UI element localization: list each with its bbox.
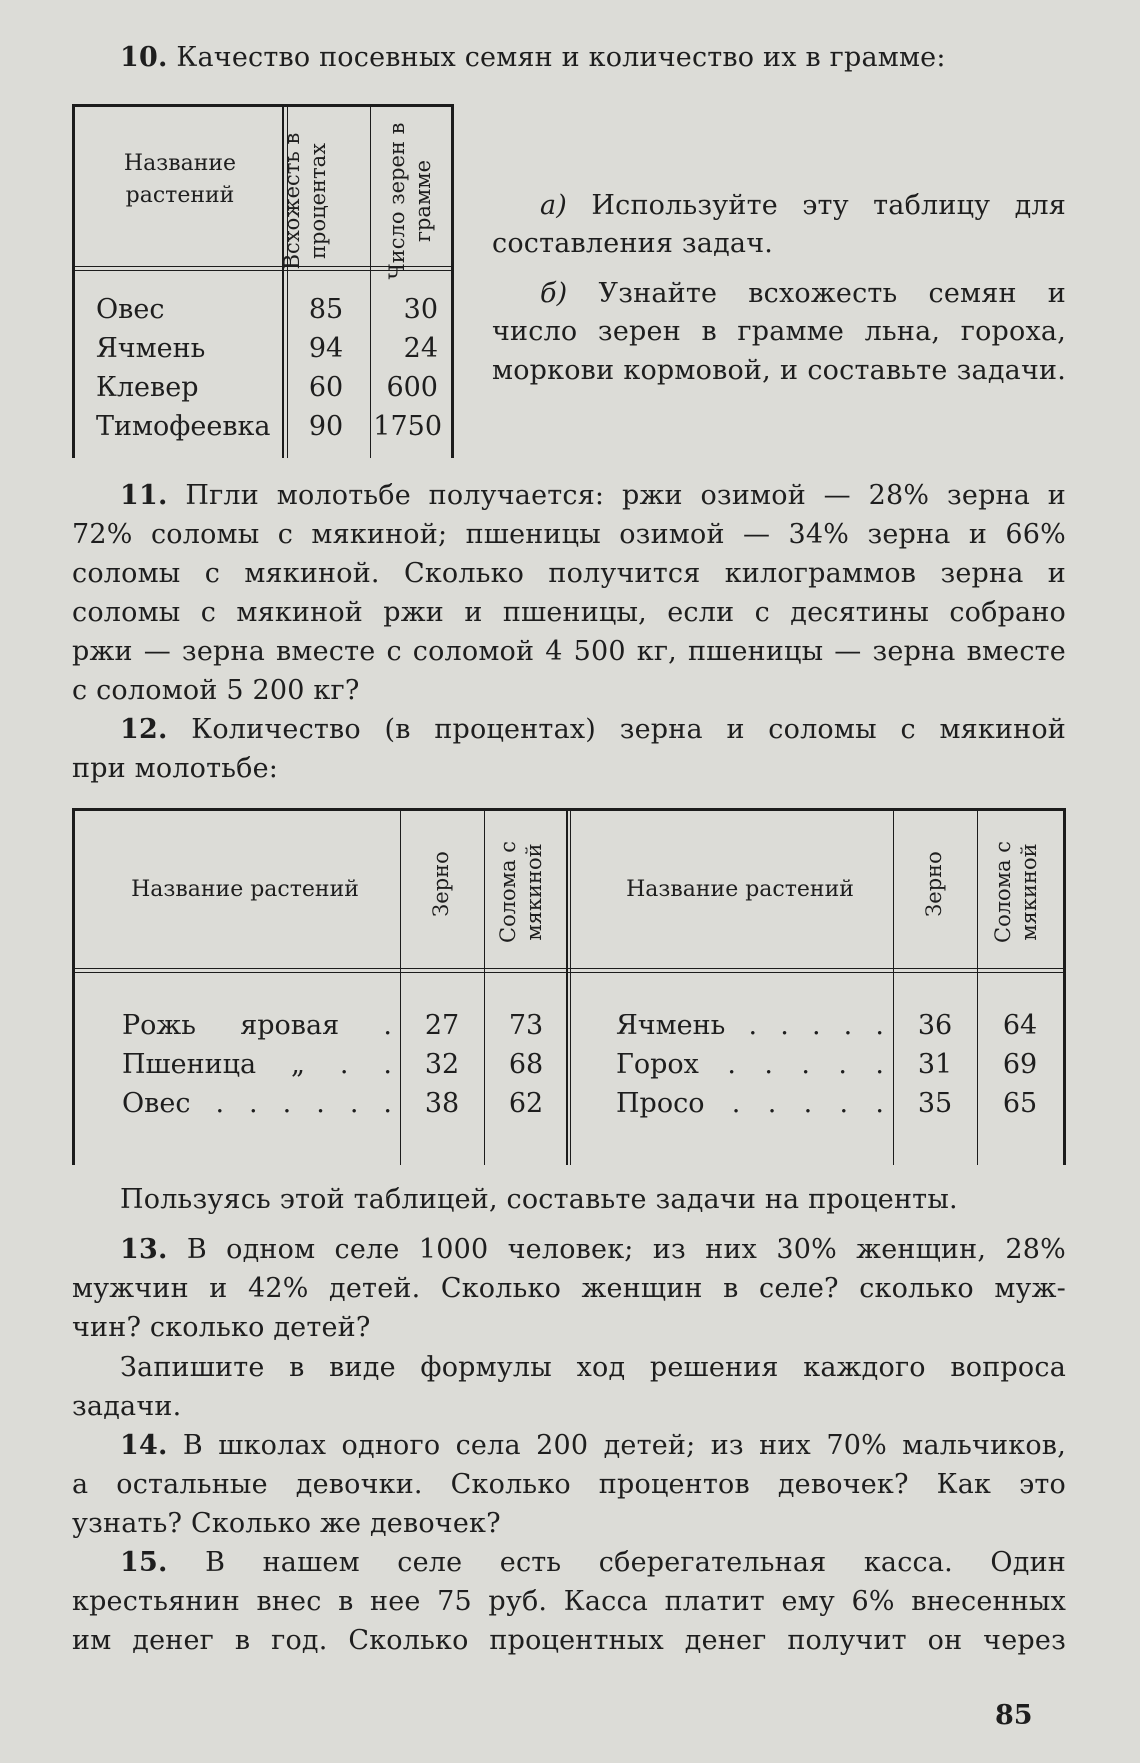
task-b-line2: число зерен в грамме льна, гороха, [492,316,1066,347]
problem-13-extra: задачи. [72,1391,182,1422]
task-b-line1 [540,274,1066,313]
problem-12-line1 [120,710,1066,749]
problem-11-line: 72% соломы с мякиной; пшеницы озимой — 34% зерна и 66% [72,519,1066,550]
problem-number: 13. [120,1234,168,1265]
table-border [451,104,454,458]
table-border [72,104,75,458]
table-cell-grain: 36 [917,1010,953,1041]
table-cell-germ: 85 [308,294,344,325]
problem-number: 15. [120,1547,168,1578]
table-cell-straw: 68 [508,1049,544,1080]
problem-11-line: ржи — зерна вместе с соломой 4 500 кг, пшеницы — зерна вместе [72,636,1066,667]
table-border [72,104,454,107]
task-b-line3: моркови кормовой, и составьте задачи. [492,355,1066,386]
problem-15-line1 [120,1543,1066,1582]
problem-text: Пгли молотьбе получается: ржи озимой — 28% зерна и [185,480,1066,511]
problem-12-after: Пользуясь этой таблицей, составьте задачи на проценты. [120,1184,958,1215]
problem-11-line: с соломой 5 200 кг? [72,675,360,706]
header-plant-name-right: Название растений [626,877,854,902]
table-cell-grain: 31 [917,1049,953,1080]
table-divider [570,808,571,1165]
problem-15-line: крестьянин внес в нее 75 руб. Касса платит ему 6% внесенных [72,1586,1066,1617]
table-cell-straw: 73 [508,1010,544,1041]
task-a-line1 [540,186,1066,225]
table-cell-straw: 65 [1002,1088,1038,1119]
table-divider [400,808,401,1165]
problem-number: 12. [120,714,168,745]
problem-15-line: им денег в год. Сколько процентных денег получит он через [72,1625,1066,1656]
problem-11-line: соломы с мякиной ржи и пшеницы, если с десятины собрано [72,597,1066,628]
table-divider [566,808,568,1165]
problem-11-line: соломы с мякиной. Сколько получится килограммов зерна и [72,558,1066,589]
table-border [72,808,75,1165]
table-border [1063,808,1066,1165]
table-cell-name: Тимофеевка [96,411,271,442]
task-label: а) [540,190,568,221]
table-divider [893,808,894,1165]
table-cell-count: 600 [386,372,438,403]
table-cell-straw: 69 [1002,1049,1038,1080]
task-a-line2: составления задач. [492,228,774,259]
table-cell-name: Овес . . . . . . [122,1088,392,1119]
problem-text: В нашем селе есть сберегательная касса. Один [205,1547,1066,1578]
problem-number: 10. [120,42,168,73]
table-divider [977,808,978,1165]
table-cell-grain: 35 [917,1088,953,1119]
table-cell-count: 24 [403,333,438,364]
problem-text: В одном селе 1000 человек; из них 30% женщин, 28% [186,1234,1066,1265]
problem-14-line: узнать? Сколько же девочек? [72,1508,501,1539]
problem-number: 14. [120,1430,168,1461]
problem-14-line1 [120,1426,1066,1465]
header-plant-name: Название растений [123,151,237,208]
table-divider [370,104,371,458]
table-border [72,808,1066,811]
header-seed-count: Число зерен в грамме [385,122,435,280]
table-cell-count: 1750 [373,411,442,442]
problem-13-line1 [120,1230,1066,1269]
problem-text: Количество (в процентах) зерна и соломы с мякиной [191,714,1066,745]
problem-number: 11. [120,480,168,511]
problem-text: В школах одного села 200 детей; из них 70% мальчиков, [182,1430,1066,1461]
table-header-rule [75,972,1063,973]
table-cell-grain: 38 [424,1088,460,1119]
table-cell-name: Просо . . . . . [616,1088,884,1119]
task-label: б) [540,278,568,309]
problem-13-line: мужчин и 42% детей. Сколько женщин в селе? сколько муж- [72,1273,1066,1304]
header-germination: Всхожесть в процентах [280,132,330,270]
page-number: 85 [995,1700,1033,1731]
task-text: Используйте эту таблицу для [591,190,1066,221]
table-cell-grain: 27 [424,1010,460,1041]
table-cell-name: Клевер [96,372,199,403]
table-cell-straw: 64 [1002,1010,1038,1041]
problem-text: Качество посевных семян и количество их в грамме: [176,42,946,73]
table-cell-name: Рожь яровая . [122,1010,392,1041]
header-plant-name-left: Название растений [131,877,359,902]
header-straw-right: Солома с мякиной [991,841,1041,943]
problem-13-extra: Запишите в виде формулы ход решения каждого вопроса [120,1352,1066,1383]
header-straw-left: Солома с мякиной [496,841,546,943]
table-cell-name: Овес [96,294,165,325]
task-text: Узнайте всхожесть семян и [598,278,1066,309]
problem-11-line1 [120,476,1066,515]
header-grain-right: Зерно [922,851,946,917]
table-cell-germ: 60 [308,372,344,403]
table-header-rule [75,968,1063,969]
problem-14-line: а остальные девочки. Сколько процентов девочек? Как это [72,1469,1066,1500]
table-cell-name: Пшеница „ . . [122,1049,392,1080]
problem-12-line: при молотьбе: [72,753,279,784]
table-cell-name: Горох . . . . . [616,1049,884,1080]
problem-10-title [120,38,1020,77]
problem-13-line: чин? сколько детей? [72,1312,371,1343]
table-cell-germ: 90 [308,411,344,442]
header-grain-left: Зерно [429,851,453,917]
table-divider [484,808,485,1165]
table-cell-count: 30 [403,294,438,325]
table-cell-name: Ячмень [96,333,206,364]
table-cell-name: Ячмень . . . . . [616,1010,884,1041]
table-cell-germ: 94 [308,333,344,364]
table-cell-straw: 62 [508,1088,544,1119]
table-cell-grain: 32 [424,1049,460,1080]
